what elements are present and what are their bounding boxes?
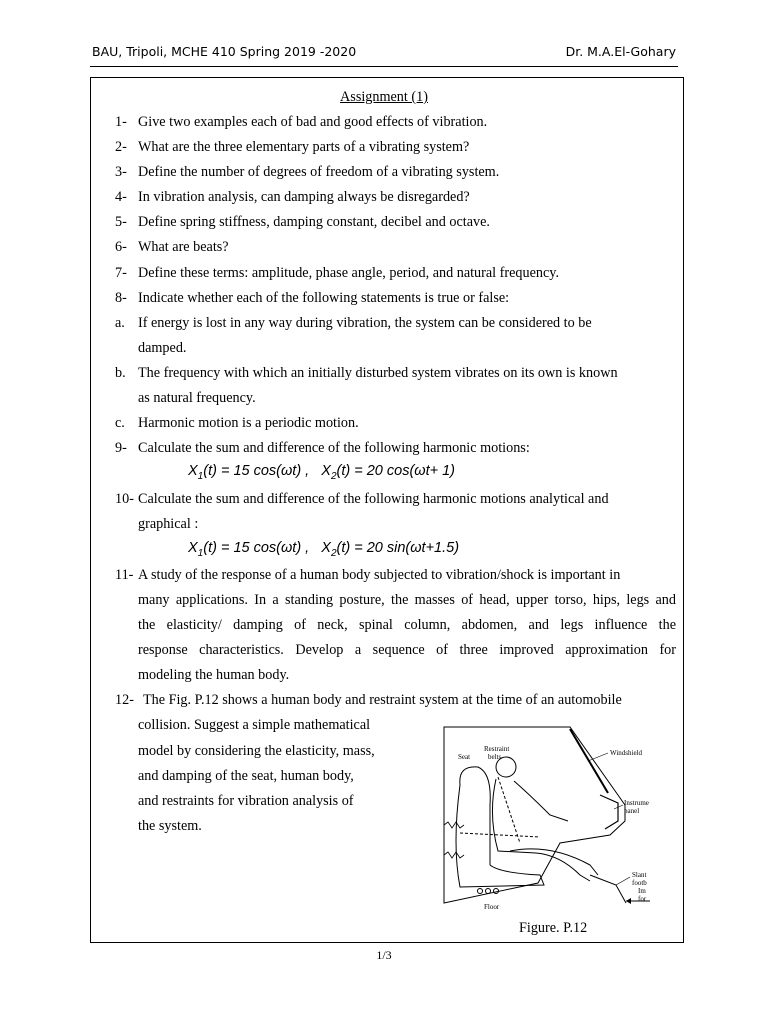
slant-footboard [590, 875, 626, 903]
roller-1 [478, 889, 483, 894]
question-text: Define the number of degrees of freedom of a vibrating system. [138, 164, 500, 180]
question-text: Indicate whether each of the following statements is true or false: [138, 290, 510, 306]
question-text: collision. Suggest a simple mathematical [138, 717, 371, 733]
shoulder-belt [498, 777, 520, 843]
seat-shape [456, 767, 544, 887]
footboard-leader [616, 877, 630, 885]
question-text: the system. [138, 818, 202, 834]
question-number: 11- [115, 567, 134, 583]
question-number: 9- [115, 440, 127, 456]
windshield-line [570, 729, 608, 793]
question-text: the elasticity/ damping of neck, spinal column, abdomen, and legs influence the [138, 617, 676, 633]
question-number: 5- [115, 214, 127, 230]
statement-letter: c. [115, 415, 125, 431]
seat-spring-upper [444, 822, 464, 828]
question-text: modeling the human body. [138, 667, 290, 683]
formula-variable: X [321, 463, 331, 479]
statement-text: as natural frequency. [138, 390, 256, 406]
question-number: 3- [115, 164, 127, 180]
formula-expression: (t) = 20 cos(ωt+ 1) [336, 463, 456, 479]
question-text: What are the three elementary parts of a vibrating system? [138, 139, 470, 155]
figure-caption: Figure. P.12 [519, 920, 588, 936]
label-belts: belts [488, 753, 502, 761]
instrument-panel-shape [600, 795, 618, 829]
label-restraint: Restraint [484, 745, 510, 753]
assignment-title: Assignment (1) [340, 89, 428, 105]
question-number: 7- [115, 265, 127, 281]
question-number: 4- [115, 189, 127, 205]
question-text: many applications. In a standing posture, the masses of head, upper torso, hips, legs and [138, 592, 676, 608]
label-force: for [638, 895, 647, 903]
label-footboard: footb [632, 879, 647, 887]
question-text: A study of the response of a human body subjected to vibration/shock is important in [138, 567, 621, 583]
question-text: The Fig. P.12 shows a human body and restraint system at the time of an automobile [143, 692, 622, 708]
question-text: What are beats? [138, 239, 229, 255]
formula-expression: (t) = 20 sin(ωt+1.5) [336, 540, 460, 556]
figure-p12-crash-restraint-diagram [440, 725, 656, 913]
roller-2 [486, 889, 491, 894]
page-number: 1/3 [376, 948, 392, 962]
question-text: In vibration analysis, can damping always be disregarded? [138, 189, 470, 205]
statement-letter: b. [115, 365, 126, 381]
formula-variable: X [321, 540, 331, 556]
header-rule [90, 66, 678, 67]
harmonic-formula [188, 540, 459, 559]
seat-spring-lower [444, 852, 464, 858]
statement-text: The frequency with which an initially disturbed system vibrates on its own is known [138, 365, 618, 381]
question-text: response characteristics. Develop a sequence of three improved approximation for [138, 642, 676, 658]
formula-subscript: 2 [330, 547, 337, 559]
header-course: BAU, Tripoli, MCHE 410 Spring 2019 -2020 [92, 44, 357, 59]
formula-subscript: 1 [197, 547, 204, 559]
label-impact: Im [638, 887, 646, 895]
lap-belt [460, 833, 540, 837]
car-body-outline [444, 727, 625, 903]
question-number: 10- [115, 491, 134, 507]
question-text: and restraints for vibration analysis of [138, 793, 354, 809]
question-number: 2- [115, 139, 127, 155]
torso-legs-shape [492, 779, 590, 881]
question-number: 8- [115, 290, 127, 306]
question-number: 1- [115, 114, 127, 130]
label-slant: Slant [632, 871, 647, 879]
question-text: Define these terms: amplitude, phase angle, period, and natural frequency. [138, 265, 559, 281]
header-author: Dr. M.A.El-Gohary [565, 44, 676, 59]
label-floor: Floor [484, 903, 500, 911]
formula-expression: (t) = 15 cos(ωt) , [203, 540, 310, 556]
label-windshield: Windshield [610, 749, 642, 757]
question-text: Give two examples each of bad and good effects of vibration. [138, 114, 488, 130]
label-seat: Seat [458, 753, 471, 761]
question-text: model by considering the elasticity, mass, [138, 743, 375, 759]
formula-variable: X [188, 540, 198, 556]
statement-text: If energy is lost in any way during vibration, the system can be considered to be [138, 315, 592, 331]
roller-3 [494, 889, 499, 894]
question-number: 6- [115, 239, 127, 255]
question-text: and damping of the seat, human body, [138, 768, 354, 784]
statement-text: damped. [138, 340, 187, 356]
formula-subscript: 1 [197, 470, 204, 482]
formula-expression: (t) = 15 cos(ωt) , [203, 463, 310, 479]
harmonic-formula [188, 463, 455, 482]
question-text: Define spring stiffness, damping constant, decibel and octave. [138, 214, 490, 230]
question-number: 12- [115, 692, 134, 708]
label-panel: panel [624, 807, 640, 815]
question-text: graphical : [138, 516, 199, 532]
formula-subscript: 2 [330, 470, 337, 482]
question-text: Calculate the sum and difference of the following harmonic motions: [138, 440, 530, 456]
statement-text: Harmonic motion is a periodic motion. [138, 415, 359, 431]
question-text: Calculate the sum and difference of the following harmonic motions analytical and [138, 491, 609, 507]
arm-shape [514, 781, 568, 821]
label-instrument: Instrume [624, 799, 649, 807]
impact-arrowhead [626, 898, 631, 904]
statement-letter: a. [115, 315, 125, 331]
formula-variable: X [188, 463, 198, 479]
